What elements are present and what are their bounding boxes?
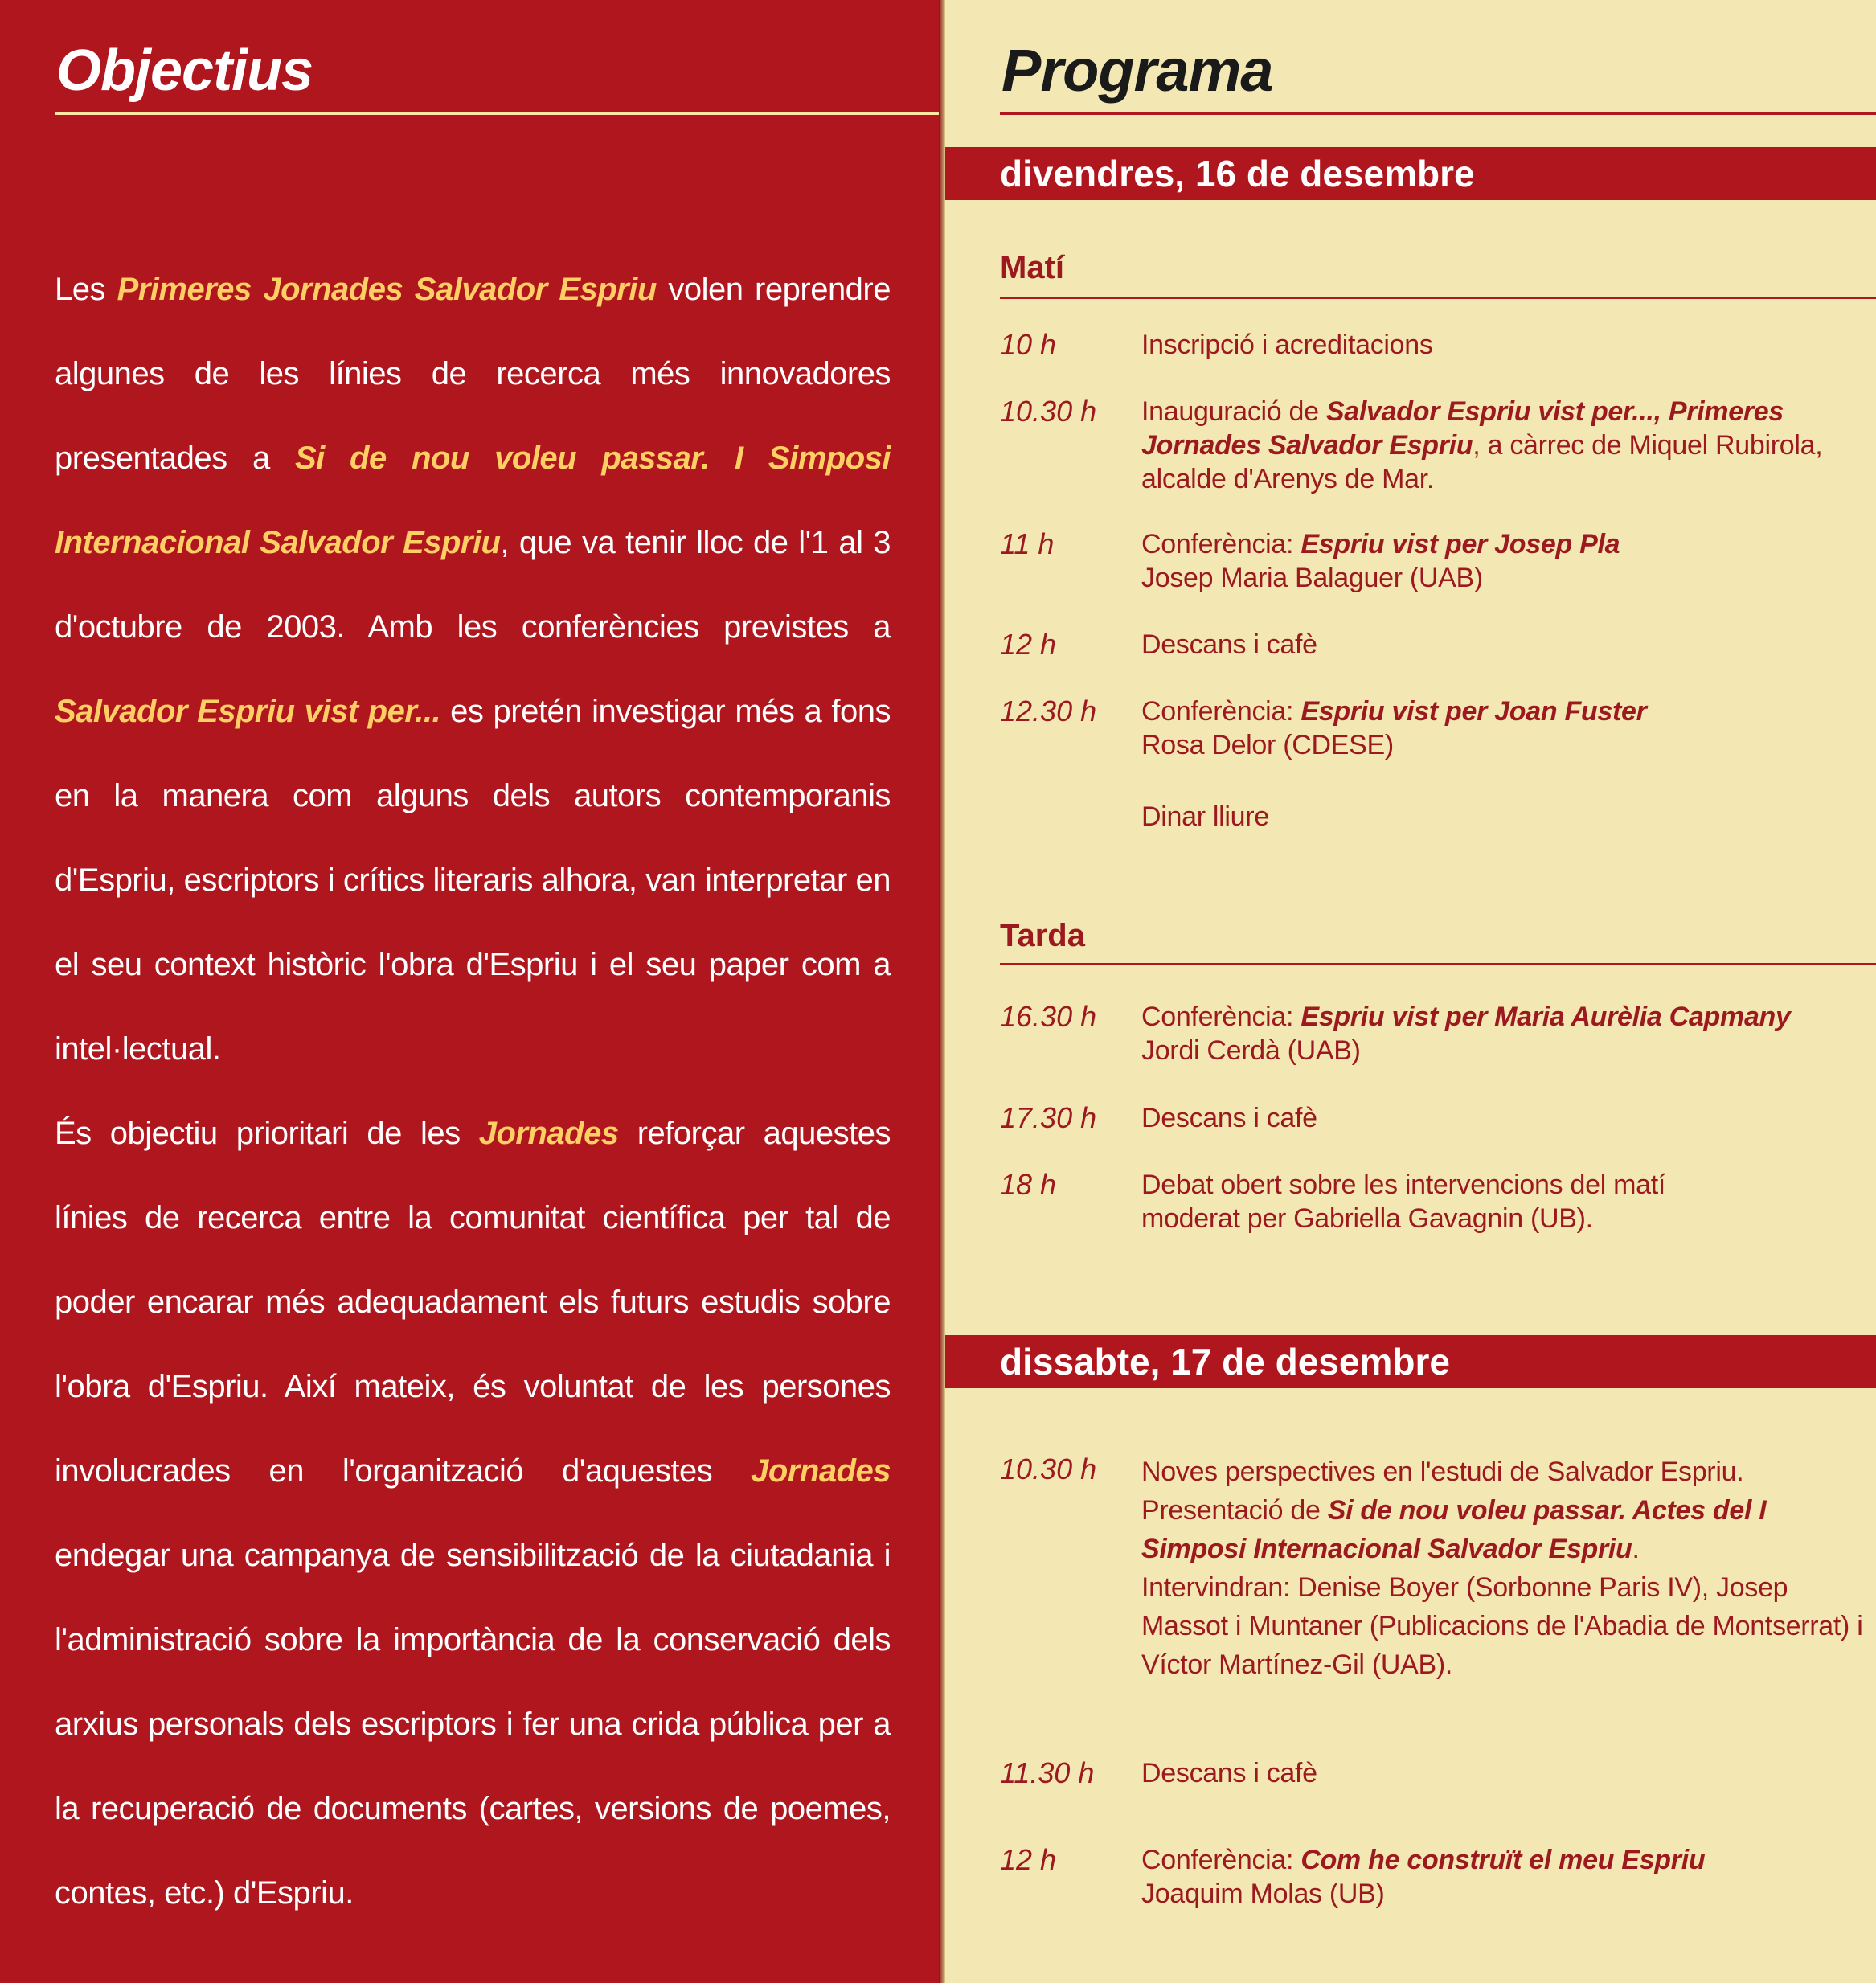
body-text: Rosa Delor (CDESE): [1141, 730, 1394, 760]
body-text: Descans i cafè: [1141, 629, 1317, 660]
entry-description: [1141, 1168, 1865, 1235]
objectius-paragraph-2: [55, 1092, 891, 1936]
emphasis-text: Jornades: [478, 1116, 619, 1151]
body-text: volen reprendre algunes de les línies de recerca més innovadores presentades a: [55, 272, 891, 476]
body-text: Conferència:: [1141, 696, 1301, 727]
emphasis-text: Espriu vist per Maria Aurèlia Capmany: [1301, 1002, 1791, 1032]
day-header-dissabte: dissabte, 17 de desembre: [945, 1335, 1876, 1388]
emphasis-text: Si de nou voleu passar. Actes del I Simposi Internacional Salvador Espriu: [1141, 1495, 1767, 1564]
entry-time: 10 h: [1000, 328, 1057, 361]
entry-description: [1141, 1843, 1865, 1911]
body-text: Joaquim Molas (UB): [1141, 1879, 1385, 1909]
panel-fold: [939, 0, 945, 1983]
body-text: Noves perspectives en l'estudi de Salvador Espriu. Presentació de: [1141, 1457, 1744, 1526]
session-tarda-rule: [1000, 963, 1876, 965]
emphasis-text: Jornades: [751, 1453, 891, 1489]
entry-time: 11.30 h: [1000, 1756, 1095, 1789]
emphasis-text: Com he construït el meu Espriu: [1301, 1845, 1706, 1875]
body-text: Josep Maria Balaguer (UAB): [1141, 563, 1483, 593]
body-text: Dinar lliure: [1141, 801, 1269, 832]
emphasis-text: Primeres Jornades Salvador Espriu: [117, 272, 657, 307]
programa-rule: [1000, 112, 1876, 115]
body-text: Conferència:: [1141, 1845, 1301, 1875]
entry-time: 10.30 h: [1000, 395, 1097, 428]
entry-description: [1141, 328, 1865, 362]
body-text: Inauguració de: [1141, 396, 1326, 427]
entry-description: [1141, 1000, 1865, 1067]
programa-panel: [945, 0, 1876, 1983]
body-text: Les: [55, 272, 117, 307]
objectius-paragraph-1: [55, 248, 891, 1092]
body-text: Debat obert sobre les intervencions del matí moderat per Gabriella Gavagnin (UB).: [1141, 1170, 1666, 1234]
entry-description: [1141, 527, 1865, 595]
objectius-title: Objectius: [56, 39, 313, 103]
objectius-text: [55, 248, 891, 1936]
entry-description: [1141, 694, 1865, 762]
programa-title: Programa: [1001, 37, 1273, 104]
body-text: Jordi Cerdà (UAB): [1141, 1035, 1361, 1066]
body-text: endegar una campanya de sensibilització de la ciutadania i l'administració sobre la importància de la conservació dels arxius personals dels escriptors i fer una crida pública per a la recuperació de documents (cartes, versions de poemes, contes, etc.) d'Espriu.: [55, 1538, 891, 1911]
body-text: Descans i cafè: [1141, 1103, 1317, 1133]
entry-description: [1141, 800, 1865, 834]
entry-time: 12.30 h: [1000, 694, 1097, 727]
emphasis-text: Espriu vist per Josep Pla: [1301, 529, 1620, 559]
entry-time: 18 h: [1000, 1168, 1057, 1201]
body-text: . Intervindran: Denise Boyer (Sorbonne Paris IV), Josep Massot i Muntaner (Publicacions de l'Abadia de Montserrat) i Víctor Martínez-Gil (UAB).: [1141, 1534, 1863, 1680]
body-text: Inscripció i acreditacions: [1141, 330, 1433, 360]
entry-description: [1141, 1756, 1865, 1790]
entry-description: [1141, 1101, 1865, 1135]
body-text: Descans i cafè: [1141, 1758, 1317, 1788]
emphasis-text: Si de nou voleu passar. I Simposi Internacional Salvador Espriu: [55, 440, 891, 560]
entry-time: 17.30 h: [1000, 1101, 1097, 1134]
body-text: , que va tenir lloc de l'1 al 3 d'octubre de 2003. Amb les conferències previstes a: [55, 525, 891, 645]
day-header-divendres: divendres, 16 de desembre: [945, 147, 1876, 200]
body-text: És objectiu prioritari de les: [55, 1116, 479, 1151]
entry-time: 12 h: [1000, 1843, 1057, 1876]
objectius-rule: [55, 112, 942, 115]
session-mati-heading: Matí: [1000, 250, 1064, 285]
entry-description: [1141, 1452, 1865, 1684]
entry-time: 12 h: [1000, 628, 1057, 661]
entry-time: 11 h: [1000, 527, 1055, 560]
entry-time: 10.30 h: [1000, 1452, 1097, 1485]
entry-time: 16.30 h: [1000, 1000, 1097, 1033]
body-text: reforçar aquestes línies de recerca entre la comunitat científica per tal de poder encarar més adequadament els futurs estudis sobre l'obra d'Espriu. Així mateix, és voluntat de les persones involucrades en l'organització d'aquestes: [55, 1116, 891, 1489]
body-text: , a càrrec de Miquel Rubirola, alcalde d'Arenys de Mar.: [1141, 430, 1823, 494]
emphasis-text: Salvador Espriu vist per..., Primeres Jornades Salvador Espriu: [1141, 396, 1784, 461]
entry-description: [1141, 395, 1865, 496]
body-text: Conferència:: [1141, 529, 1301, 559]
body-text: Conferència:: [1141, 1002, 1301, 1032]
emphasis-text: Espriu vist per Joan Fuster: [1301, 696, 1647, 727]
session-mati-rule: [1000, 297, 1876, 299]
entry-description: [1141, 628, 1865, 662]
session-tarda-heading: Tarda: [1000, 918, 1085, 953]
body-text: es pretén investigar més a fons en la manera com alguns dels autors contemporanis d'Espriu, escriptors i crítics literaris alhora, van interpretar en el seu context històric l'obra d'Espriu i el seu paper com a intel·lectual.: [55, 694, 891, 1067]
emphasis-text: Salvador Espriu vist per...: [55, 694, 441, 729]
